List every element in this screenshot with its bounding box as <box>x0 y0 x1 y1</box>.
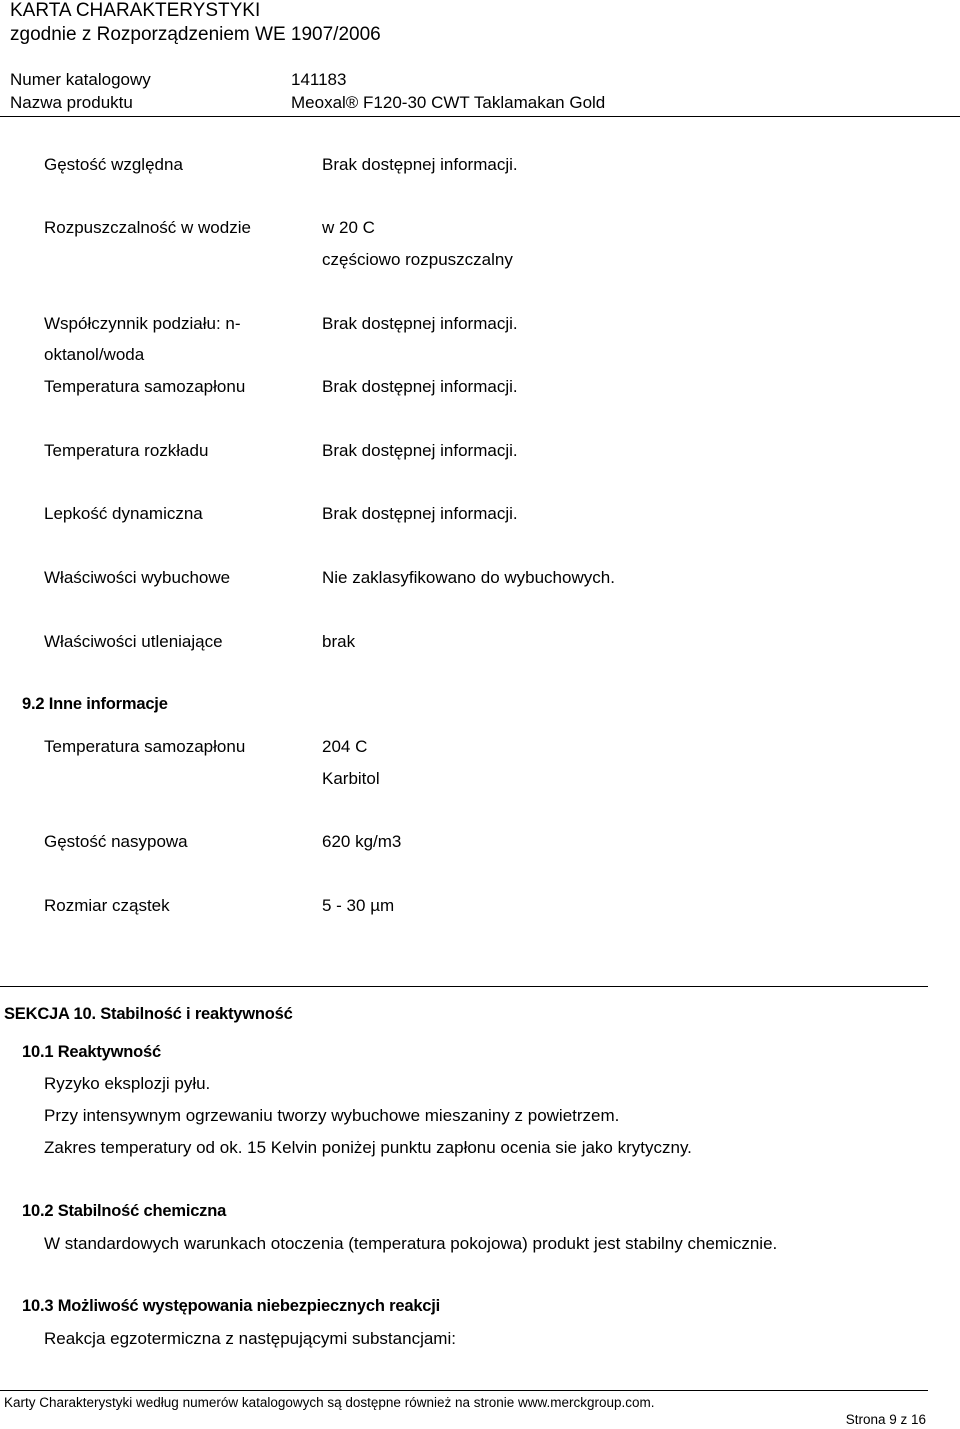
property-value: Nie zaklasyfikowano do wybuchowych. <box>322 568 615 587</box>
property-label: Rozpuszczalność w wodzie <box>44 218 251 237</box>
property-label: Właściwości wybuchowe <box>44 568 231 587</box>
property-label: Temperatura samozapłonu <box>44 737 246 756</box>
reactivity-line: Przy intensywnym ogrzewaniu tworzy wybuchowe mieszaniny z powietrzem. <box>44 1106 620 1125</box>
property-label: Rozmiar cząstek <box>44 896 170 915</box>
property-label: Gęstość nasypowa <box>44 832 188 851</box>
property-label: Gęstość względna <box>44 155 183 174</box>
property-label: Właściwości utleniające <box>44 632 223 651</box>
property-value-extra: Karbitol <box>322 769 380 788</box>
chemical-stability-text: W standardowych warunkach otoczenia (temperatura pokojowa) produkt jest stabilny chemicznie. <box>44 1234 778 1253</box>
section-divider <box>0 986 928 987</box>
catalog-number-label: Numer katalogowy <box>10 70 151 89</box>
header-divider <box>0 116 960 117</box>
property-value: Brak dostępnej informacji. <box>322 314 518 333</box>
property-label: Lepkość dynamiczna <box>44 504 203 523</box>
footer-note: Karty Charakterystyki według numerów katalogowych są dostępne również na stronie www.merckgroup.com. <box>4 1395 655 1410</box>
catalog-number-value: 141183 <box>291 70 347 89</box>
property-value: Brak dostępnej informacji. <box>322 377 518 396</box>
property-value-extra: częściowo rozpuszczalny <box>322 250 513 269</box>
property-value: 204 C <box>322 737 368 756</box>
page-number: Strona 9 z 16 <box>845 1412 926 1427</box>
property-label: Temperatura samozapłonu <box>44 377 246 396</box>
subsection-heading-9-2: 9.2 Inne informacje <box>22 695 168 713</box>
reactivity-line: Zakres temperatury od ok. 15 Kelvin poniżej punktu zapłonu ocenia sie jako krytyczny. <box>44 1138 692 1157</box>
subsection-heading-10-1: 10.1 Reaktywność <box>22 1043 161 1061</box>
document-title: KARTA CHARAKTERYSTYKI <box>10 0 261 21</box>
product-name-value: Meoxal® F120-30 CWT Taklamakan Gold <box>291 93 606 112</box>
footer-divider <box>0 1390 928 1391</box>
property-value: Brak dostępnej informacji. <box>322 155 518 174</box>
property-value: Brak dostępnej informacji. <box>322 441 518 460</box>
regulation-subtitle: zgodnie z Rozporządzeniem WE 1907/2006 <box>10 24 381 45</box>
property-value: w 20 C <box>322 218 375 237</box>
subsection-heading-10-2: 10.2 Stabilność chemiczna <box>22 1202 227 1220</box>
product-name-label: Nazwa produktu <box>10 93 133 112</box>
hazardous-reactions-text: Reakcja egzotermiczna z następującymi substancjami: <box>44 1329 456 1348</box>
property-label: Temperatura rozkładu <box>44 441 209 460</box>
section-10-title: SEKCJA 10. Stabilność i reaktywność <box>4 1005 293 1023</box>
property-label-continued: oktanol/woda <box>44 345 145 364</box>
subsection-heading-10-3: 10.3 Możliwość występowania niebezpiecznych reakcji <box>22 1297 441 1315</box>
property-value: 620 kg/m3 <box>322 832 402 851</box>
property-value: 5 - 30 µm <box>322 896 395 915</box>
property-value: Brak dostępnej informacji. <box>322 504 518 523</box>
property-value: brak <box>322 632 356 651</box>
property-label: Współczynnik podziału: n- <box>44 314 241 333</box>
reactivity-line: Ryzyko eksplozji pyłu. <box>44 1074 211 1093</box>
